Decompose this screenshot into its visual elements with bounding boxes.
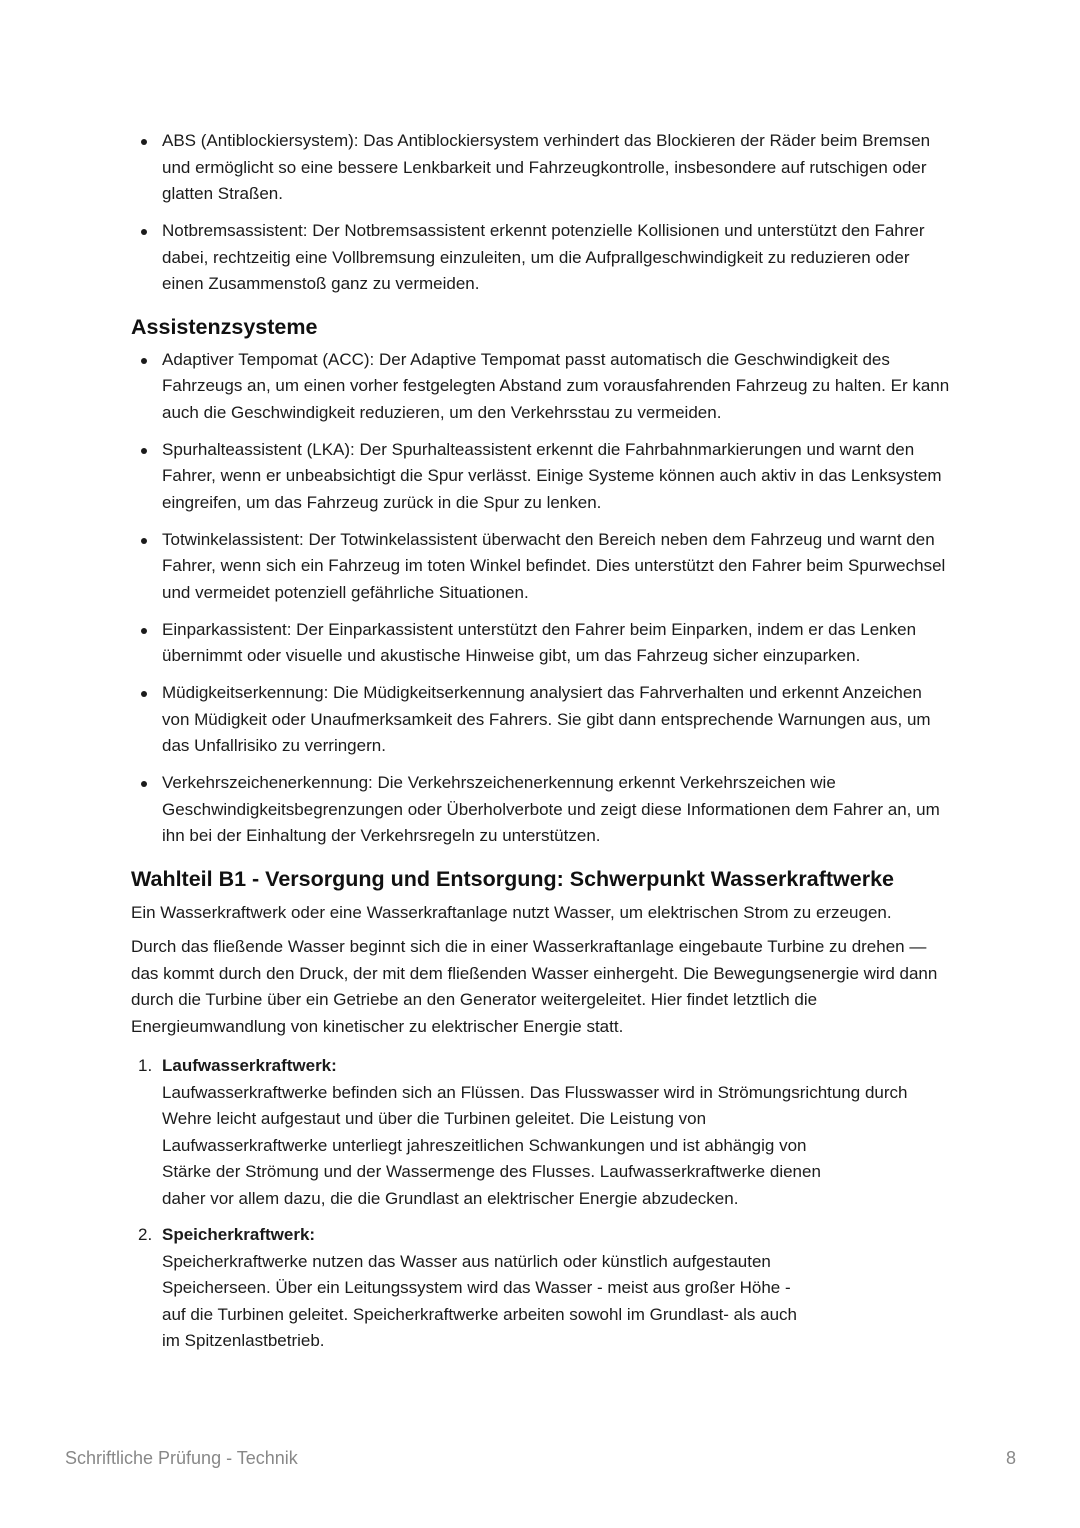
paragraph-intro: Ein Wasserkraftwerk oder eine Wasserkraftanlage nutzt Wasser, um elektrischen Strom zu erzeugen.: [131, 902, 892, 922]
bullet-item-einpark: Einparkassistent: Der Einparkassistent unterstützt den Fahrer beim Einparken, indem er das Lenken übernimmt oder visuelle und akustische Hinweise gibt, um das Fahrzeug sicher einzuparken.: [131, 617, 951, 670]
bullet-item-lka: Spurhalteassistent (LKA): Der Spurhalteassistent erkennt die Fahrbahnmarkierungen und warnt den Fahrer, wenn er unbeabsichtigt die Spur verlässt. Einige Systeme können auch aktiv in das Lenksystem eingreifen, um das Fahrzeug zurück in die Spur zu lenken.: [131, 437, 951, 517]
list-item-title: Laufwasserkraftwerk:: [162, 1056, 337, 1075]
body-line: Stärke der Strömung und der Wassermenge des Flusses. Laufwasserkraftwerke dienen: [162, 1162, 821, 1181]
bullet-item-abs: ABS (Antiblockiersystem): Das Antiblockiersystem verhindert das Blockieren der Räder beim Bremsen und ermöglicht so eine bessere Lenkbarkeit und Fahrzeugkontrolle, insbesondere auf rutschigen oder glatten Straßen.: [131, 128, 951, 208]
paragraph-explanation: Durch das fließende Wasser beginnt sich die in einer Wasserkraftanlage eingebaute Turbine zu drehen — das kommt durch den Druck, der mit dem fließenden Wasser einhergeht. Die Bewegungsenergie wird dann durch die Turbine über ein Getriebe an den Generator weitergeleitet. Hier findet letztlich die Energieumwandlung von kinetischer zu elektrischer Energie statt.: [131, 937, 938, 1036]
list-number: 2.: [138, 1225, 153, 1244]
section-heading-assistenzsysteme: Assistenzsysteme: [131, 314, 318, 339]
body-line: Wehre leicht aufgestaut und über die Turbinen geleitet. Die Leistung von: [162, 1109, 707, 1128]
list-item-title: Speicherkraftwerk:: [162, 1225, 316, 1244]
body-line: Laufwasserkraftwerke unterliegt jahreszeitlichen Schwankungen und ist abhängig von: [162, 1135, 807, 1155]
list-number: 1.: [138, 1056, 153, 1075]
page-content: [131, 128, 951, 1365]
body-line: Speicherkraftwerke nutzen das Wasser aus natürlich oder künstlich aufgestauten: [162, 1251, 771, 1271]
bullet-item-acc: Adaptiver Tempomat (ACC): Der Adaptive Tempomat passt automatisch die Geschwindigkeit des Fahrzeugs an, um einen vorher festgelegten Abstand zum vorausfahrenden Fahrzeug zu halten. Er kann auch die Geschwindigkeit reduzieren, um den Verkehrsstau zu vermeiden.: [131, 347, 951, 427]
body-line: auf die Turbinen geleitet. Speicherkraftwerke arbeiten sowohl im Grundlast- als auch: [162, 1304, 798, 1324]
bullet-list-top: [131, 128, 951, 298]
section-heading-wahlteil: Wahlteil B1 - Versorgung und Entsorgung: Schwerpunkt Wasserkraftwerke: [131, 866, 894, 891]
footer-document-title: Schriftliche Prüfung - Technik: [65, 1448, 298, 1468]
body-line: Laufwasserkraftwerke befinden sich an Flüssen. Das Flusswasser wird in Strömungsrichtung durch: [162, 1082, 908, 1102]
footer-page-number: 8: [1005, 1448, 1016, 1468]
list-item-speicherkraftwerk: [131, 1222, 951, 1355]
body-line: im Spitzenlastbetrieb.: [162, 1331, 325, 1350]
numbered-list-kraftwerke: [131, 1053, 951, 1355]
list-item-laufwasserkraftwerk: [131, 1053, 951, 1212]
bullet-item-notbremsassistent: Notbremsassistent: Der Notbremsassistent erkennt potenzielle Kollisionen und unterstützt den Fahrer dabei, rechtzeitig eine Vollbremsung einzuleiten, um die Aufprallgeschwindigkeit zu reduzieren oder einen Zusammenstoß ganz zu vermeiden.: [131, 218, 951, 298]
bullet-item-verkehrszeichen: Verkehrszeichenerkennung: Die Verkehrszeichenerkennung erkennt Verkehrszeichen wie Geschwindigkeitsbegrenzungen oder Überholverbote und zeigt diese Informationen dem Fahrer an, um ihn bei der Einhaltung der Verkehrsregeln zu unterstützen.: [131, 770, 951, 850]
bullet-list-assistenzsysteme: [131, 347, 951, 850]
bullet-item-muedigkeit: Müdigkeitserkennung: Die Müdigkeitserkennung analysiert das Fahrverhalten und erkennt Anzeichen von Müdigkeit oder Unaufmerksamkeit des Fahrers. Sie gibt dann entsprechende Warnungen aus, um das Unfallrisiko zu verringern.: [131, 680, 951, 760]
body-line: Speicherseen. Über ein Leitungssystem wird das Wasser - meist aus großer Höhe -: [162, 1278, 791, 1297]
list-item-body: [162, 1249, 951, 1355]
list-item-body: [162, 1080, 951, 1213]
body-line: daher vor allem dazu, die die Grundlast an elektrischer Energie abzudecken.: [162, 1188, 739, 1208]
bullet-item-totwinkel: Totwinkelassistent: Der Totwinkelassistent überwacht den Bereich neben dem Fahrzeug und warnt den Fahrer, wenn sich ein Fahrzeug im toten Winkel befindet. Dies unterstützt den Fahrer beim Spurwechsel und vermeidet potenziell gefährliche Situationen.: [131, 527, 951, 607]
